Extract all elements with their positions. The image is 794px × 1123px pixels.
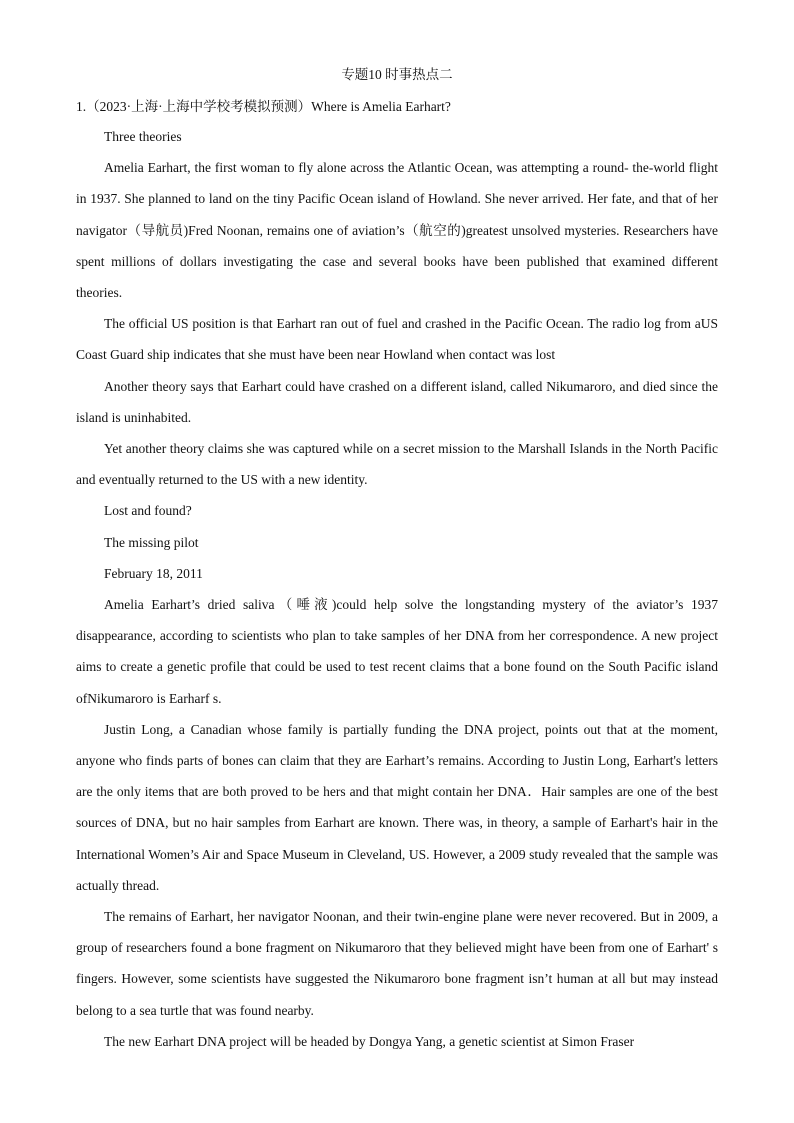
paragraph-subtitle-lost-and-found: Lost and found? bbox=[104, 503, 192, 519]
paragraph-1: Amelia Earhart, the first woman to fly alone across the Atlantic Ocean, was attempting a round- the-world flight in 1937. She planned to land on the tiny Pacific Ocean island of Howland. She never arrived. Her fate, and that of her navigator（导航员)Fred Noonan, remains one of aviation’s（航空的)greatest unsolved mysteries. Researchers have spent millions of dollars investigating the case and several books have been published that examined different theories. bbox=[76, 160, 718, 301]
paragraph-3: Another theory says that Earhart could have crashed on a different island, called Nikumaroro, and died since the island is uninhabited. bbox=[76, 378, 718, 425]
paragraph-6: Justin Long, a Canadian whose family is partially funding the DNA project, points out that at the moment, anyone who finds parts of bones can claim that they are Earhart’s remains. According to Justin Long, Earhart's letters are the only items that are both proved to be hers and that might contain her DNA．Hair samples are one of the best sources of DNA, but no hair samples from Earhart are known. There was, in theory, a sample of Earhart's hair in the International Women’s Air and Space Museum in Cleveland, US. However, a 2009 study revealed that the sample was actually thread. bbox=[76, 721, 718, 893]
question-heading: 1.（2023·上海·上海中学校考模拟预测）Where is Amelia Earhart? bbox=[76, 99, 451, 114]
paragraph-date: February 18, 2011 bbox=[104, 565, 203, 581]
paragraph-subtitle-three-theories: Three theories bbox=[104, 129, 182, 144]
passage-body bbox=[76, 121, 718, 1057]
page-title: 专题10 时事热点二 bbox=[341, 67, 453, 82]
paragraph-8: The new Earhart DNA project will be headed by Dongya Yang, a genetic scientist at Simon Fraser bbox=[104, 1033, 635, 1049]
paragraph-5: Amelia Earhart’s dried saliva（唾液)could help solve the longstanding mystery of the aviator’s 1937 disappearance, according to scientists who plan to take samples of her DNA from her correspondence. A new project aims to create a genetic profile that could be used to test recent claims that a bone found on the South Pacific island ofNikumaroro is Earharf s. bbox=[76, 597, 718, 706]
paragraph-7: The remains of Earhart, her navigator Noonan, and their twin-engine plane were never recovered. But in 2009, a group of researchers found a bone fragment on Nikumaroro that they believed might have been from one of Earhart' s fingers. However, some scientists have suggested the Nikumaroro bone fragment isn’t human at all but may instead belong to a sea turtle that was found nearby. bbox=[76, 909, 718, 1018]
paragraph-4: Yet another theory claims she was captured while on a secret mission to the Marshall Islands in the North Pacific and eventually returned to the US with a new identity. bbox=[76, 441, 718, 488]
paragraph-subtitle-missing-pilot: The missing pilot bbox=[104, 534, 199, 550]
paragraph-2: The official US position is that Earhart ran out of fuel and crashed in the Pacific Ocean. The radio log from aUS Coast Guard ship indicates that she must have been near Howland when contact was lost bbox=[76, 316, 718, 363]
